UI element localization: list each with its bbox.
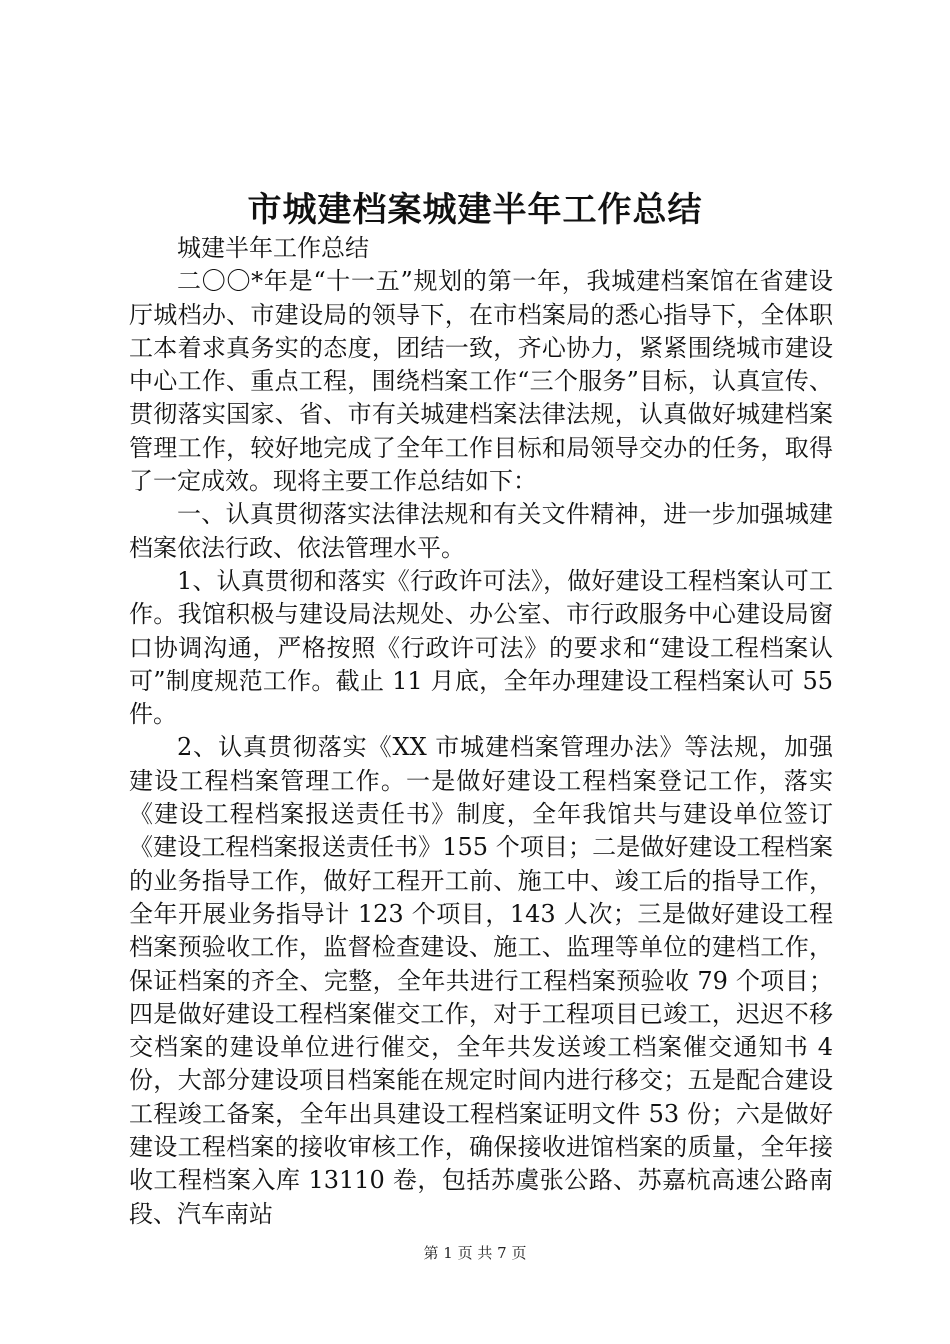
paragraph-intro: 二〇〇*年是“十一五”规划的第一年，我城建档案馆在省建设厅城档办、市建设局的领导下，在市档案局的悉心指导下，全体职工本着求真务实的态度，团结一致，齐心协力，紧紧围绕城市建设中心工作、重点工程，围绕档案工作“三个服务”目标，认真宣传、贯彻落实国家、省、市有关城建档案法律法规，认真做好城建档案管理工作，较好地完成了全年工作目标和局领导交办的任务，取得了一定成效。现将主要工作总结如下： [129, 267, 833, 496]
document-title: 市城建档案城建半年工作总结 [247, 190, 703, 230]
paragraph-item-two: 2、认真贯彻落实《XX 市城建档案管理办法》等法规，加强建设工程档案管理工作。一是做好建设工程档案登记工作，落实《建设工程档案报送责任书》制度，全年我馆共与建设单位签订《建设工程档案报送责任书》155 个项目；二是做好建设工程档案的业务指导工作，做好工程开工前、施工中、竣工后的指导工作，全年开展业务指导计 123 个项目，143 人次；三是做好建设工程档案预验收工作，监督检查建设、施工、监理等单位的建档工作，保证档案的齐全、完整，全年共进行工程档案预验收 79 个项目；四是做好建设工程档案催交工作，对于工程项目已竣工，迟迟不移交档案的建设单位进行催交，全年共发送竣工档案催交通知书 4 份，大部分建设项目档案能在规定时间内进行移交；五是配合建设工程竣工备案，全年出具建设工程档案证明文件 53 份；六是做好建设工程档案的接收审核工作，确保接收进馆档案的质量，全年接收工程档案入库 13110 卷，包括苏虞张公路、苏嘉杭高速公路南段、汽车南站 [129, 733, 833, 1228]
paragraph-subtitle: 城建半年工作总结 [177, 234, 369, 262]
document-body [129, 232, 833, 1231]
page-number-footer: 第 1 页 共 7 页 [423, 1244, 527, 1262]
paragraph-section-one-heading: 一、认真贯彻落实法律法规和有关文件精神，进一步加强城建档案依法行政、依法管理水平。 [129, 500, 833, 562]
paragraph-item-one: 1、认真贯彻和落实《行政许可法》，做好建设工程档案认可工作。我馆积极与建设局法规处、办公室、市行政服务中心建设局窗口协调沟通，严格按照《行政许可法》的要求和“建设工程档案认可”制度规范工作。截止 11 月底，全年办理建设工程档案认可 55 件。 [129, 566, 833, 729]
